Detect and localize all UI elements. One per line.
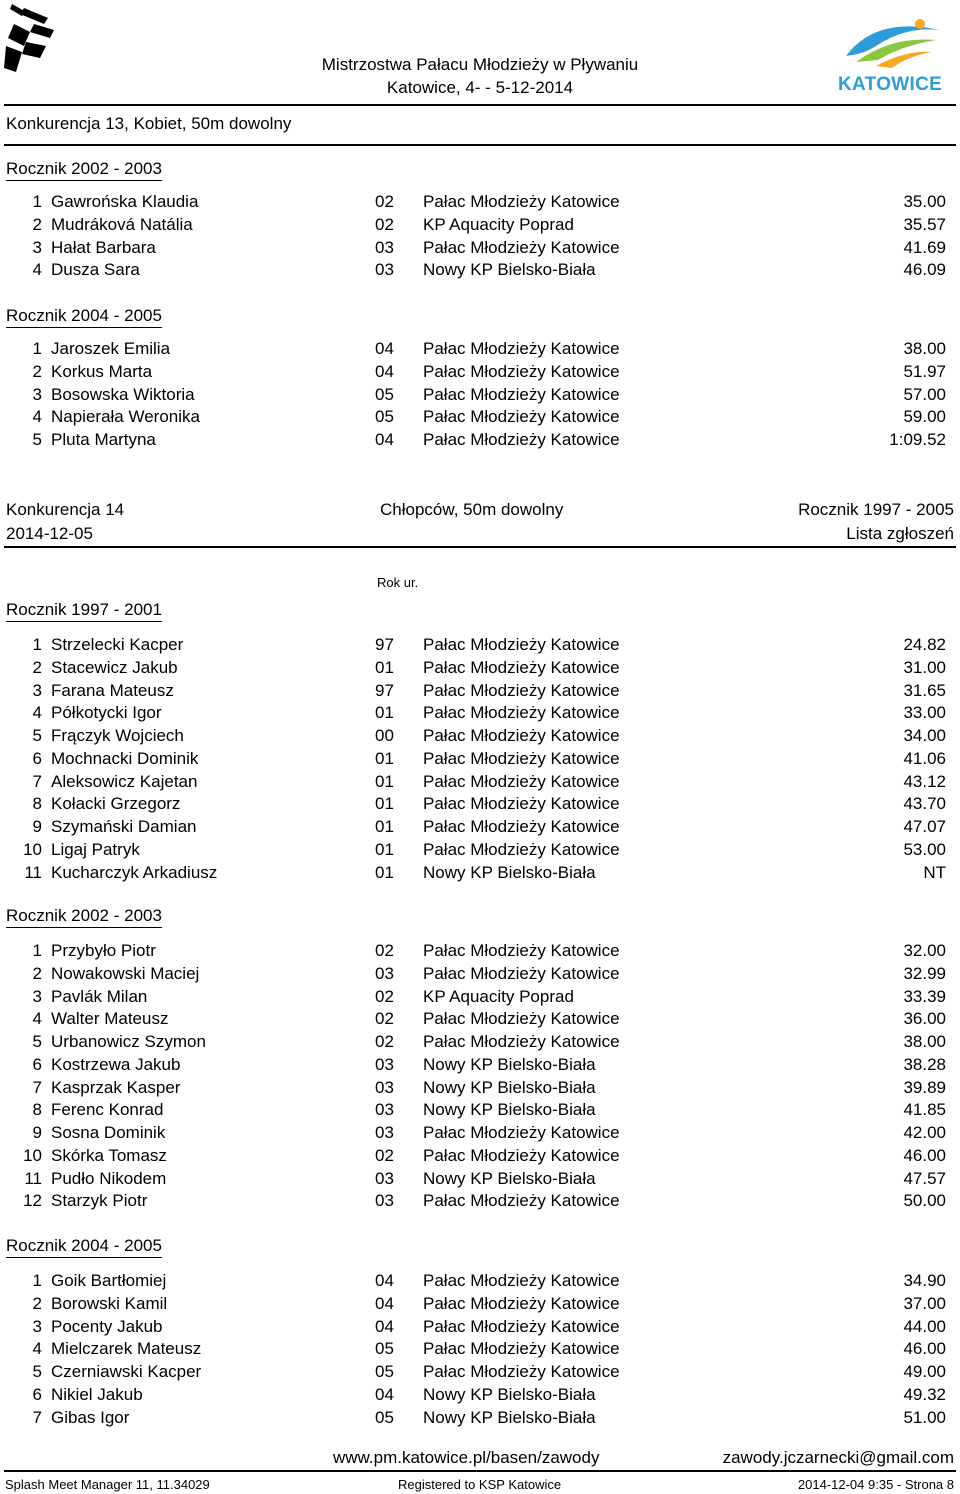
birth-year: 01 <box>375 771 394 791</box>
birth-year: 03 <box>375 1191 394 1211</box>
place: 10 <box>23 839 42 859</box>
table-row <box>0 1384 960 1406</box>
entry-time: 50.00 <box>903 1191 946 1211</box>
entry-time: 32.99 <box>903 963 946 983</box>
club-name: Pałac Młodzieży Katowice <box>423 1293 620 1313</box>
club-name: Pałac Młodzieży Katowice <box>423 339 620 358</box>
swimmer-name: Hałat Barbara <box>51 237 156 257</box>
table-row <box>0 680 960 702</box>
table-row <box>0 1270 960 1292</box>
swimmer-name: Sosna Dominik <box>51 1123 166 1142</box>
swimmer-name: Czerniawski Kacper <box>51 1362 202 1381</box>
event14-age: Rocznik 1997 - 2005 <box>798 500 954 519</box>
table-row <box>0 1338 960 1360</box>
birth-year: 02 <box>375 986 394 1006</box>
group-title: Rocznik 2002 - 2003 <box>6 159 162 181</box>
table-row <box>0 191 960 213</box>
club-name: Pałac Młodzieży Katowice <box>423 680 620 700</box>
entry-time: 41.06 <box>903 748 946 768</box>
club-name: KP Aquacity Poprad <box>423 986 574 1006</box>
swimmer-name: Mudráková Natália <box>51 214 193 234</box>
place: 3 <box>32 986 42 1006</box>
swimmer-name: Jaroszek Emilia <box>51 339 171 358</box>
birth-year: 01 <box>375 862 394 882</box>
birth-year: 03 <box>375 1100 394 1120</box>
table-row <box>0 963 960 985</box>
club-name: Nowy KP Bielsko-Biała <box>423 1384 596 1404</box>
place: 3 <box>32 680 42 700</box>
entry-time: 42.00 <box>903 1123 946 1142</box>
club-name: Pałac Młodzieży Katowice <box>423 237 620 257</box>
birth-year: 02 <box>375 192 394 211</box>
entry-time: 43.12 <box>903 771 946 791</box>
swimmer-name: Przybyło Piotr <box>51 941 156 960</box>
place: 1 <box>32 339 42 358</box>
swimmer-name: Szymański Damian <box>51 817 197 836</box>
table-row <box>0 384 960 406</box>
swimmer-name: Goik Bartłomiej <box>51 1271 167 1290</box>
event14-date: 2014-12-05 <box>6 524 93 543</box>
place: 6 <box>32 748 42 768</box>
birth-year: 01 <box>375 657 394 677</box>
club-name: Nowy KP Bielsko-Biała <box>423 260 596 280</box>
entry-time: 46.00 <box>903 1339 946 1359</box>
entry-time: 38.28 <box>903 1054 946 1074</box>
birth-year: 04 <box>375 1384 394 1404</box>
club-name: Pałac Młodzieży Katowice <box>423 1145 620 1165</box>
entry-time: 59.00 <box>903 407 946 427</box>
birth-year: 03 <box>375 1168 394 1188</box>
entry-time: 35.00 <box>903 192 946 211</box>
swimmer-name: Farana Mateusz <box>51 680 174 700</box>
club-name: Pałac Młodzieży Katowice <box>423 384 620 404</box>
swimmer-name: Ligaj Patryk <box>51 839 140 859</box>
swimmer-name: Kucharczyk Arkadiusz <box>51 862 218 882</box>
birth-year: 01 <box>375 839 394 859</box>
table-row <box>0 1361 960 1383</box>
place: 1 <box>32 192 42 211</box>
place: 7 <box>32 1407 42 1427</box>
entry-time: 51.97 <box>903 361 946 381</box>
entry-time: 33.39 <box>903 986 946 1006</box>
table-row <box>0 862 960 884</box>
footer-website[interactable]: www.pm.katowice.pl/basen/zawody <box>333 1448 600 1467</box>
birth-year: 02 <box>375 941 394 960</box>
swimmer-name: Ferenc Konrad <box>51 1100 164 1120</box>
birth-year: 04 <box>375 339 394 358</box>
club-name: Pałac Młodzieży Katowice <box>423 839 620 859</box>
table-row <box>0 1293 960 1315</box>
club-name: Nowy KP Bielsko-Biała <box>423 1077 596 1097</box>
entry-time: 34.00 <box>903 726 946 745</box>
footer-software: Splash Meet Manager 11, 11.34029 <box>5 1477 210 1492</box>
place: 5 <box>32 726 42 745</box>
place: 1 <box>32 635 42 654</box>
club-name: Pałac Młodzieży Katowice <box>423 817 620 836</box>
place: 5 <box>32 1362 42 1381</box>
swimmer-name: Pocenty Jakub <box>51 1316 163 1336</box>
footer-divider <box>4 1470 956 1472</box>
birth-year: 04 <box>375 1293 394 1313</box>
place: 12 <box>23 1191 42 1211</box>
club-name: Pałac Młodzieży Katowice <box>423 726 620 745</box>
club-name: Pałac Młodzieży Katowice <box>423 1032 620 1051</box>
table-row <box>0 1122 960 1144</box>
table-row <box>0 793 960 815</box>
club-name: Pałac Młodzieży Katowice <box>423 1316 620 1336</box>
group-title: Rocznik 2004 - 2005 <box>6 306 162 328</box>
swimmer-name: Bosowska Wiktoria <box>51 384 195 404</box>
table-row <box>0 986 960 1008</box>
birth-year: 05 <box>375 407 394 427</box>
table-row <box>0 816 960 838</box>
event13-title: Konkurencja 13, Kobiet, 50m dowolny <box>6 114 292 133</box>
entry-time: 51.00 <box>903 1407 946 1427</box>
table-row <box>0 634 960 656</box>
entry-time: 34.90 <box>903 1271 946 1290</box>
place: 7 <box>32 771 42 791</box>
swimmer-name: Nowakowski Maciej <box>51 963 200 983</box>
club-name: Pałac Młodzieży Katowice <box>423 635 620 654</box>
entry-time: NT <box>923 862 946 882</box>
swimmer-name: Gibas Igor <box>51 1407 130 1427</box>
entry-time: 35.57 <box>903 214 946 234</box>
swimmer-name: Borowski Kamil <box>51 1293 168 1313</box>
swimmer-name: Stacewicz Jakub <box>51 657 178 677</box>
birth-year: 05 <box>375 1339 394 1359</box>
table-row <box>0 1316 960 1338</box>
club-name: Pałac Młodzieży Katowice <box>423 1339 620 1359</box>
place: 9 <box>32 817 42 836</box>
birth-year: 05 <box>375 384 394 404</box>
entry-time: 53.00 <box>903 839 946 859</box>
swimmer-name: Kasprzak Kasper <box>51 1077 181 1097</box>
birth-year: 03 <box>375 1054 394 1074</box>
place: 8 <box>32 1100 42 1120</box>
table-row <box>0 361 960 383</box>
group-title: Rocznik 2004 - 2005 <box>6 1236 162 1258</box>
club-name: Pałac Młodzieży Katowice <box>423 794 620 814</box>
column-year-header: Rok ur. <box>377 575 419 590</box>
table-row <box>0 748 960 770</box>
club-name: Pałac Młodzieży Katowice <box>423 657 620 677</box>
club-name: Pałac Młodzieży Katowice <box>423 430 620 449</box>
club-name: Pałac Młodzieży Katowice <box>423 1271 620 1290</box>
place: 7 <box>32 1077 42 1097</box>
table-row <box>0 702 960 724</box>
club-name: Pałac Młodzieży Katowice <box>423 963 620 983</box>
entry-time: 57.00 <box>903 384 946 404</box>
birth-year: 00 <box>375 726 394 745</box>
group-title: Rocznik 1997 - 2001 <box>6 600 162 622</box>
place: 4 <box>32 703 42 723</box>
entry-time: 36.00 <box>903 1009 946 1029</box>
entry-time: 41.69 <box>903 237 946 257</box>
swimmer-name: Półkotycki Igor <box>51 703 162 723</box>
footer-page-info: 2014-12-04 9:35 - Strona 8 <box>797 1477 954 1492</box>
entry-time: 38.00 <box>903 1032 946 1051</box>
birth-year: 02 <box>375 214 394 234</box>
meet-subtitle: Katowice, 4- - 5-12-2014 <box>386 78 574 97</box>
event14-label: Konkurencja 14 <box>6 500 125 519</box>
place: 8 <box>32 794 42 814</box>
place: 3 <box>32 384 42 404</box>
birth-year: 97 <box>375 680 394 700</box>
entry-time: 47.07 <box>903 817 946 836</box>
place: 2 <box>32 657 42 677</box>
entry-time: 41.85 <box>903 1100 946 1120</box>
swimmer-name: Strzelecki Kacper <box>51 635 184 654</box>
club-name: Pałac Młodzieży Katowice <box>423 1123 620 1142</box>
club-name: Pałac Młodzieży Katowice <box>423 703 620 723</box>
place: 6 <box>32 1054 42 1074</box>
table-row <box>0 1190 960 1212</box>
swimmer-name: Frączyk Wojciech <box>51 726 184 745</box>
birth-year: 04 <box>375 1316 394 1336</box>
place: 1 <box>32 1271 42 1290</box>
event14-name: Chłopców, 50m dowolny <box>380 500 564 519</box>
katowice-logo-text: KATOWICE <box>838 74 943 95</box>
table-row <box>0 1077 960 1099</box>
table-row <box>0 725 960 747</box>
place: 11 <box>24 1168 42 1188</box>
table-row <box>0 237 960 259</box>
swimmer-name: Skórka Tomasz <box>51 1145 167 1165</box>
birth-year: 02 <box>375 1009 394 1029</box>
table-row <box>0 1008 960 1030</box>
entry-time: 44.00 <box>903 1316 946 1336</box>
table-row <box>0 657 960 679</box>
place: 5 <box>32 1032 42 1051</box>
place: 9 <box>32 1123 42 1142</box>
table-row <box>0 940 960 962</box>
swimmer-name: Walter Mateusz <box>51 1009 169 1029</box>
place: 3 <box>32 1316 42 1336</box>
event13-divider <box>4 144 956 146</box>
club-name: Pałac Młodzieży Katowice <box>423 192 620 211</box>
swimmer-name: Dusza Sara <box>51 260 140 280</box>
birth-year: 05 <box>375 1362 394 1381</box>
event14-list: Lista zgłoszeń <box>846 524 954 543</box>
entry-time: 31.00 <box>903 657 946 677</box>
birth-year: 03 <box>375 260 394 280</box>
club-name: KP Aquacity Poprad <box>423 214 574 234</box>
table-row <box>0 1407 960 1429</box>
entry-time: 1:09.52 <box>889 430 946 449</box>
entry-time: 46.00 <box>903 1145 946 1165</box>
footer-registered: Registered to KSP Katowice <box>398 1477 562 1492</box>
place: 4 <box>32 1339 42 1359</box>
place: 4 <box>32 260 42 280</box>
birth-year: 03 <box>375 963 394 983</box>
club-name: Pałac Młodzieży Katowice <box>423 771 620 791</box>
swimmer-name: Mochnacki Dominik <box>51 748 199 768</box>
club-name: Nowy KP Bielsko-Biała <box>423 1168 596 1188</box>
birth-year: 97 <box>375 635 394 654</box>
swimmer-name: Urbanowicz Szymon <box>51 1032 206 1051</box>
swimmer-name: Gawrońska Klaudia <box>51 192 199 211</box>
birth-year: 01 <box>375 703 394 723</box>
table-row <box>0 839 960 861</box>
place: 11 <box>24 862 42 882</box>
birth-year: 04 <box>375 430 394 449</box>
entry-time: 24.82 <box>903 635 946 654</box>
entry-time: 38.00 <box>903 339 946 358</box>
table-row <box>0 1031 960 1053</box>
club-name: Pałac Młodzieży Katowice <box>423 1191 620 1211</box>
entry-time: 46.09 <box>903 260 946 280</box>
swimmer-name: Starzyk Piotr <box>51 1191 148 1211</box>
entry-time: 37.00 <box>903 1293 946 1313</box>
place: 2 <box>32 963 42 983</box>
place: 2 <box>32 214 42 234</box>
birth-year: 01 <box>375 794 394 814</box>
birth-year: 04 <box>375 1271 394 1290</box>
entry-time: 33.00 <box>903 703 946 723</box>
birth-year: 01 <box>375 748 394 768</box>
club-name: Pałac Młodzieży Katowice <box>423 407 620 427</box>
entry-time: 43.70 <box>903 794 946 814</box>
place: 2 <box>32 361 42 381</box>
swimmer-name: Pudło Nikodem <box>51 1168 167 1188</box>
swimmer-name: Mielczarek Mateusz <box>51 1339 202 1359</box>
club-name: Pałac Młodzieży Katowice <box>423 748 620 768</box>
header-divider <box>4 104 956 106</box>
table-row <box>0 429 960 451</box>
birth-year: 02 <box>375 1032 394 1051</box>
club-name: Nowy KP Bielsko-Biała <box>423 862 596 882</box>
group-title: Rocznik 2002 - 2003 <box>6 906 162 928</box>
birth-year: 03 <box>375 1123 394 1142</box>
birth-year: 01 <box>375 817 394 836</box>
entry-time: 31.65 <box>903 680 946 700</box>
place: 2 <box>32 1293 42 1313</box>
table-row <box>0 1145 960 1167</box>
club-name: Nowy KP Bielsko-Biała <box>423 1100 596 1120</box>
place: 4 <box>32 1009 42 1029</box>
entry-time: 32.00 <box>903 941 946 960</box>
meet-title: Mistrzostwa Pałacu Młodzieży w Pływaniu <box>321 55 639 74</box>
table-row <box>0 771 960 793</box>
swimmer-name: Korkus Marta <box>51 361 153 381</box>
entry-time: 47.57 <box>903 1168 946 1188</box>
birth-year: 02 <box>375 1145 394 1165</box>
table-row <box>0 1054 960 1076</box>
place: 4 <box>32 407 42 427</box>
entry-time: 39.89 <box>903 1077 946 1097</box>
entry-time: 49.32 <box>903 1384 946 1404</box>
swimmer-name: Pavlák Milan <box>51 986 148 1006</box>
place: 3 <box>32 237 42 257</box>
club-name: Nowy KP Bielsko-Biała <box>423 1407 596 1427</box>
event14-divider <box>4 546 956 548</box>
table-row <box>0 1099 960 1121</box>
birth-year: 03 <box>375 1077 394 1097</box>
swimmer-name: Pluta Martyna <box>51 430 156 449</box>
entry-time: 49.00 <box>903 1362 946 1381</box>
table-row <box>0 338 960 360</box>
table-row <box>0 214 960 236</box>
swimmer-name: Kołacki Grzegorz <box>51 794 181 814</box>
place: 1 <box>32 941 42 960</box>
birth-year: 04 <box>375 361 394 381</box>
place: 5 <box>32 430 42 449</box>
table-row <box>0 259 960 281</box>
birth-year: 05 <box>375 1407 394 1427</box>
club-name: Nowy KP Bielsko-Biała <box>423 1054 596 1074</box>
place: 6 <box>32 1384 42 1404</box>
swimmer-name: Aleksowicz Kajetan <box>51 771 198 791</box>
birth-year: 03 <box>375 237 394 257</box>
footer-email[interactable]: zawody.jczarnecki@gmail.com <box>722 1448 954 1467</box>
table-row <box>0 1168 960 1190</box>
swimmer-name: Kostrzewa Jakub <box>51 1054 181 1074</box>
club-name: Pałac Młodzieży Katowice <box>423 361 620 381</box>
club-name: Pałac Młodzieży Katowice <box>423 941 620 960</box>
place: 10 <box>23 1145 42 1165</box>
club-name: Pałac Młodzieży Katowice <box>423 1009 620 1029</box>
club-name: Pałac Młodzieży Katowice <box>423 1362 620 1381</box>
table-row <box>0 406 960 428</box>
swimmer-name: Napierała Weronika <box>51 407 200 427</box>
swimmer-name: Nikiel Jakub <box>51 1384 143 1404</box>
